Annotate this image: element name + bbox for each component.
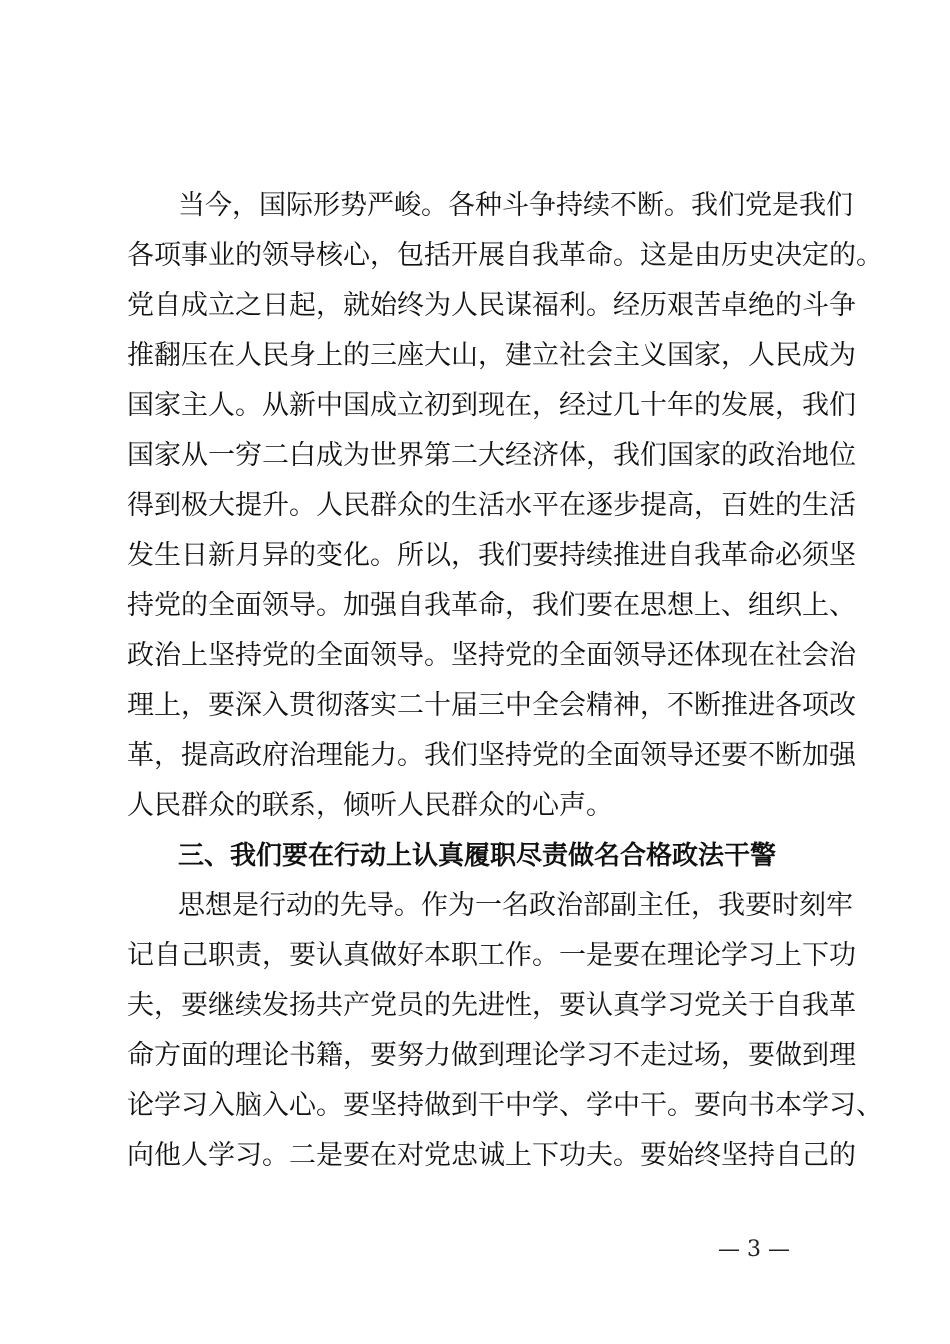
paragraph-1-line-10: 政治上坚持党的全面领导。坚持党的全面领导还体现在社会治 [127, 640, 856, 671]
paragraph-2-line-1: 思想是行动的先导。作为一名政治部副主任，我要时刻牢 [178, 890, 853, 921]
page-number: — 3 — [718, 1237, 790, 1262]
paragraph-1-line-5: 国家主人。从新中国成立初到现在，经过几十年的发展，我们 [127, 390, 856, 421]
paragraph-1-line-8: 发生日新月异的变化。所以，我们要持续推进自我革命必须坚 [127, 540, 856, 571]
paragraph-2-line-5: 论学习入脑入心。要坚持做到干中学、学中干。要向书本学习、 [127, 1090, 883, 1121]
paragraph-1-line-3: 党自成立之日起，就始终为人民谋福利。经历艰苦卓绝的斗争 [127, 290, 856, 321]
paragraph-1-line-12: 革，提高政府治理能力。我们坚持党的全面领导还要不断加强 [127, 740, 856, 771]
paragraph-2-line-4: 命方面的理论书籍，要努力做到理论学习不走过场，要做到理 [127, 1040, 856, 1071]
section-heading: 三、我们要在行动上认真履职尽责做名合格政法干警 [178, 841, 777, 871]
paragraph-1-line-2: 各项事业的领导核心，包括开展自我革命。这是由历史决定的。 [127, 240, 883, 271]
paragraph-1-line-6: 国家从一穷二白成为世界第二大经济体，我们国家的政治地位 [127, 440, 856, 471]
paragraph-1-line-4: 推翻压在人民身上的三座大山，建立社会主义国家，人民成为 [127, 340, 856, 371]
paragraph-1-line-1: 当今，国际形势严峻。各种斗争持续不断。我们党是我们 [178, 190, 853, 221]
paragraph-2-line-6: 向他人学习。二是要在对党忠诚上下功夫。要始终坚持自己的 [127, 1140, 856, 1171]
paragraph-1-line-9: 持党的全面领导。加强自我革命，我们要在思想上、组织上、 [127, 590, 856, 621]
paragraph-2-line-2: 记自己职责，要认真做好本职工作。一是要在理论学习上下功 [127, 940, 856, 971]
paragraph-1-line-13: 人民群众的联系，倾听人民群众的心声。 [127, 790, 613, 821]
paragraph-2-line-3: 夫，要继续发扬共产党员的先进性，要认真学习党关于自我革 [127, 990, 856, 1021]
paragraph-1-line-7: 得到极大提升。人民群众的生活水平在逐步提高，百姓的生活 [127, 490, 856, 521]
paragraph-1-line-11: 理上，要深入贯彻落实二十届三中全会精神，不断推进各项改 [127, 690, 856, 721]
